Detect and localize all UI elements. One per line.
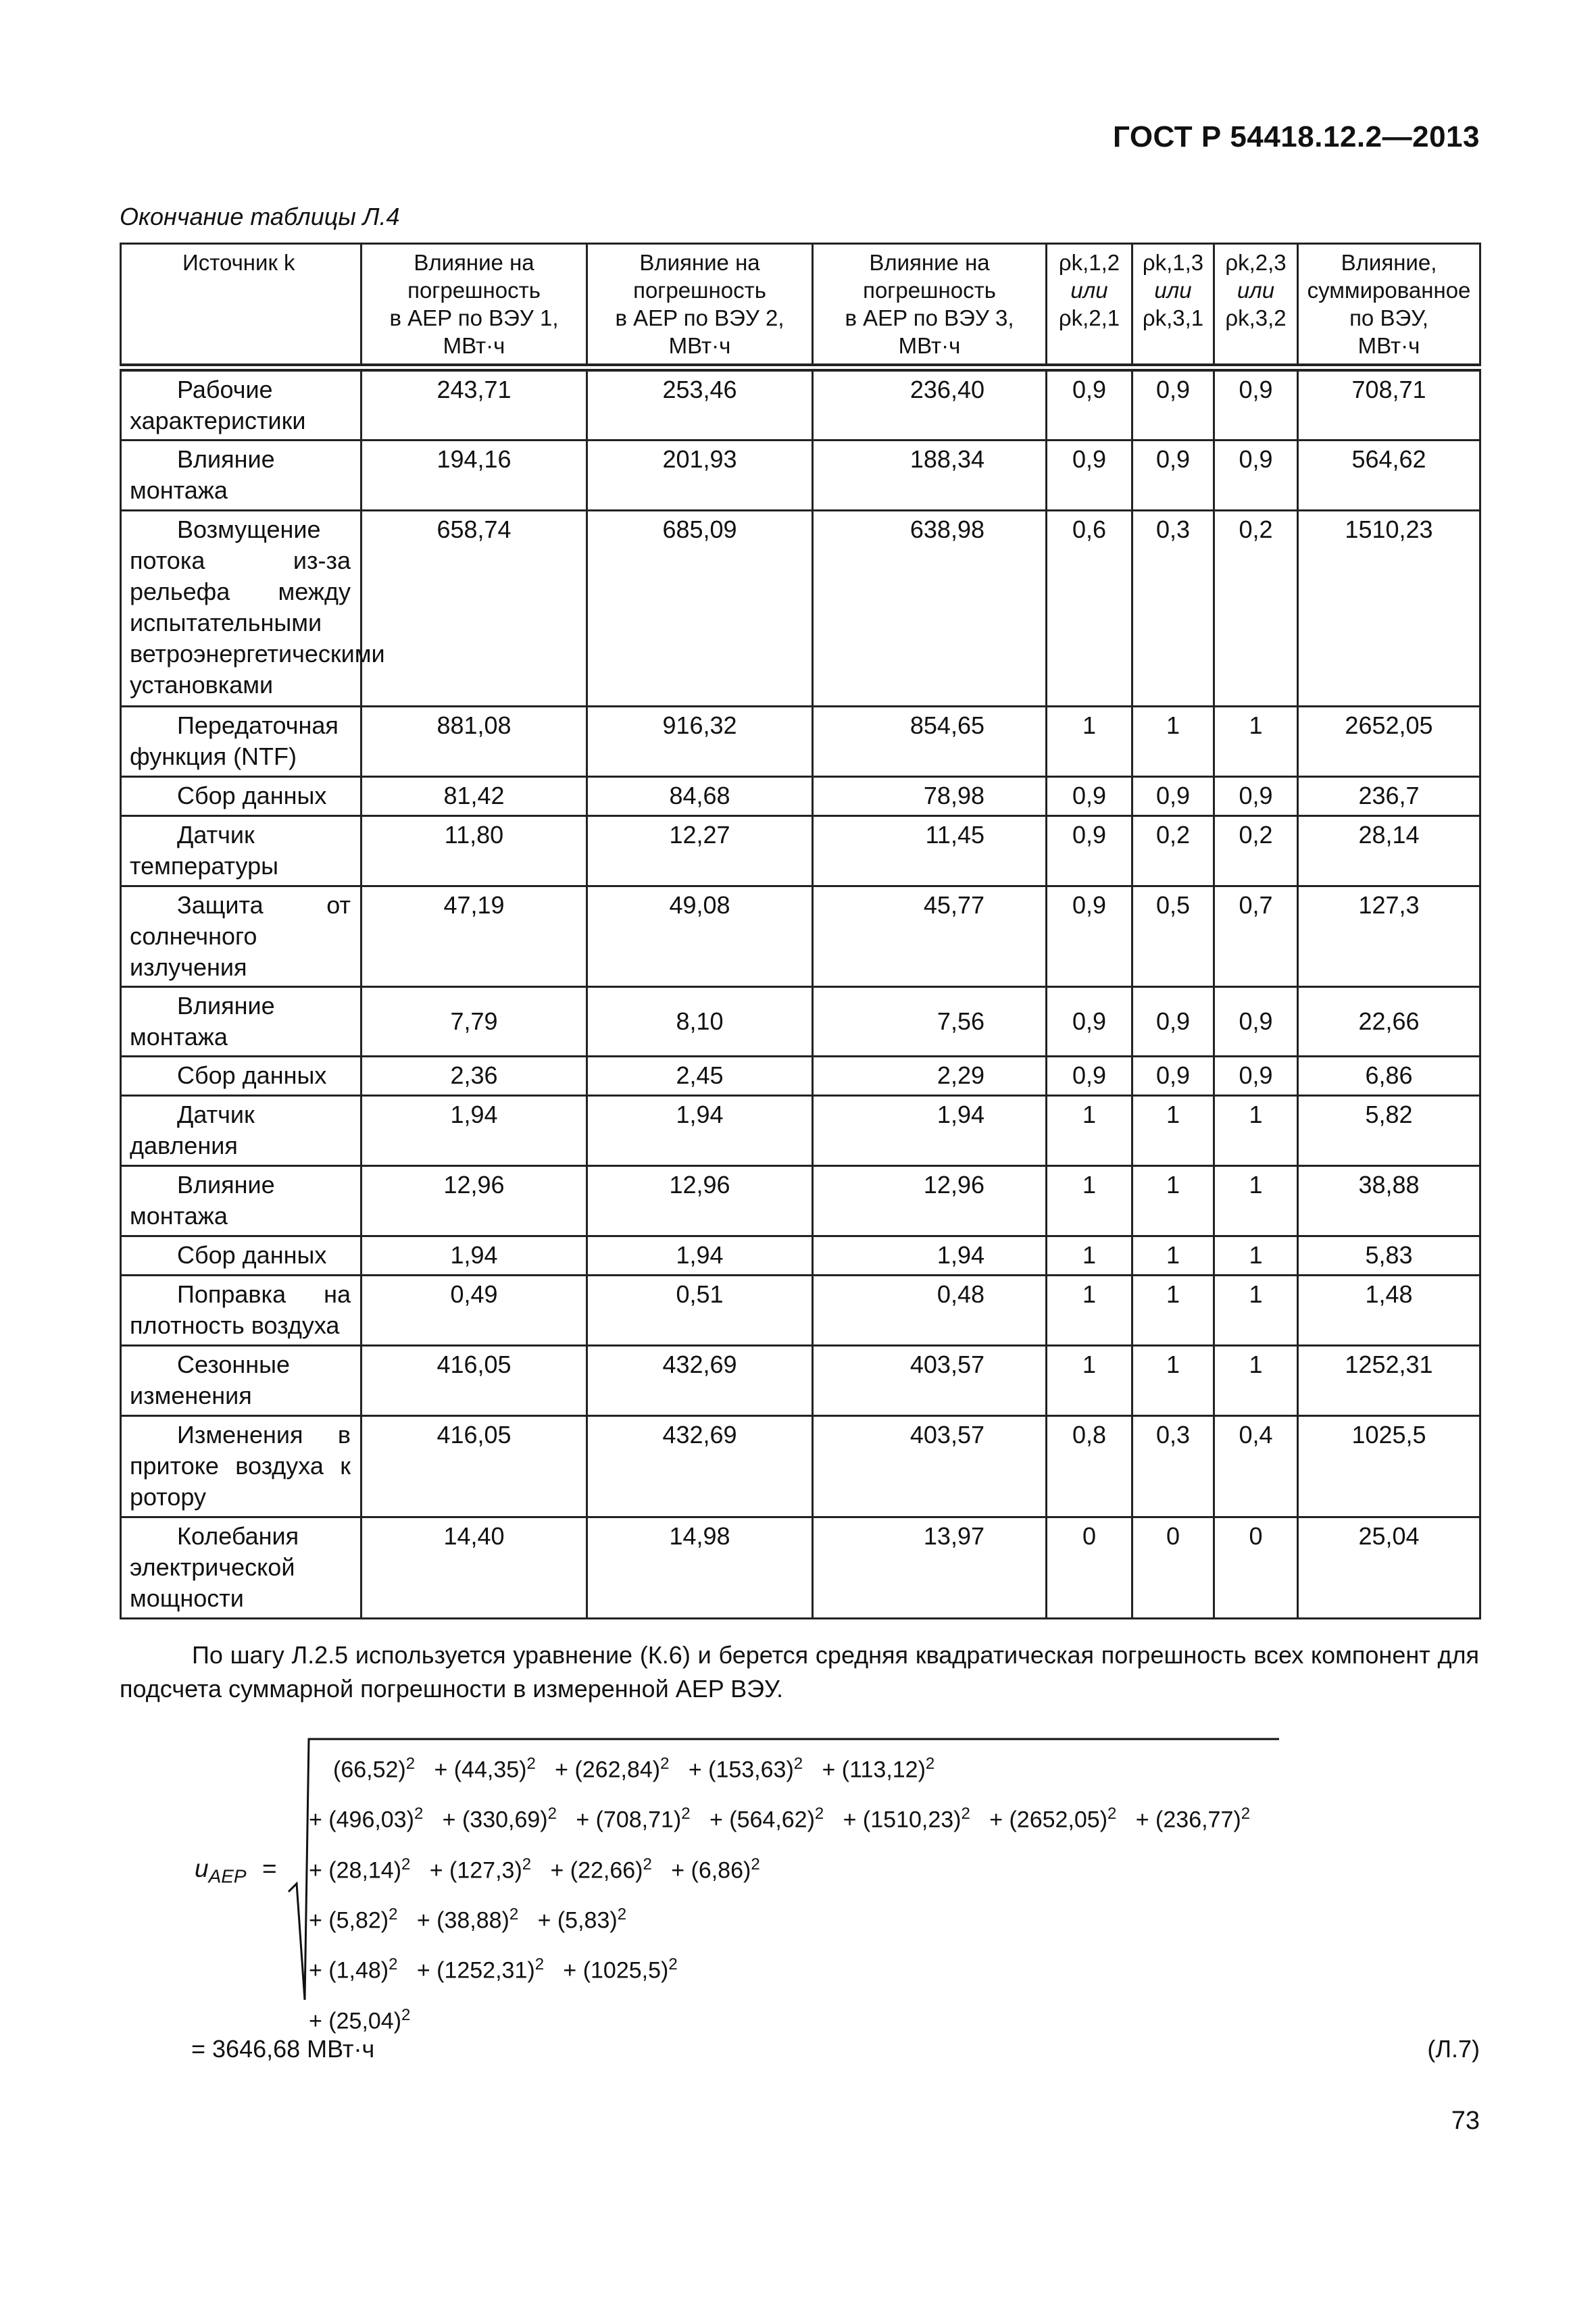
- cell-rho13: 0,2: [1132, 816, 1214, 886]
- table-row: [121, 987, 1480, 1057]
- formula-term: + (236,77): [1135, 1807, 1241, 1833]
- uncertainty-table: [120, 243, 1481, 1619]
- cell-rho23: 0,9: [1214, 987, 1298, 1057]
- cell-rho13: 1: [1132, 1236, 1214, 1276]
- cell-wtg2: 253,46: [587, 368, 813, 441]
- cell-rho12: 0,9: [1047, 987, 1132, 1057]
- cell-rho13: 1: [1132, 1346, 1214, 1416]
- cell-rho23: 0,9: [1214, 441, 1298, 511]
- cell-rho13: 0,3: [1132, 511, 1214, 707]
- cell-total: 6,86: [1298, 1057, 1480, 1096]
- table-row: [121, 1236, 1480, 1276]
- cell-total: 2652,05: [1298, 707, 1480, 777]
- exponent: 2: [617, 1905, 627, 1923]
- formula-line: [309, 1993, 1250, 2043]
- cell-rho13: 0,9: [1132, 1057, 1214, 1096]
- formula-term: + (330,69): [442, 1807, 548, 1833]
- cell-rho23: 1: [1214, 1166, 1298, 1236]
- header-source: Источник k: [121, 244, 361, 368]
- cell-source: [121, 1517, 361, 1619]
- cell-wtg1: 416,05: [361, 1416, 587, 1517]
- cell-wtg1: 7,79: [361, 987, 587, 1057]
- exponent: 2: [961, 1805, 970, 1823]
- exponent: 2: [643, 1855, 652, 1873]
- cell-rho23: 0,2: [1214, 511, 1298, 707]
- exponent: 2: [522, 1855, 532, 1873]
- cell-rho13: 1: [1132, 1166, 1214, 1236]
- cell-total: 5,83: [1298, 1236, 1480, 1276]
- cell-wtg2: 1,94: [587, 1096, 813, 1166]
- formula-term: + (153,63): [688, 1757, 794, 1783]
- formula-terms: [309, 1742, 1250, 2043]
- source-text: Колебания электрической мощности: [130, 1522, 299, 1612]
- cell-wtg1: 416,05: [361, 1346, 587, 1416]
- cell-wtg3: 12,96: [813, 1166, 1047, 1236]
- formula-term: + (262,84): [555, 1757, 661, 1783]
- cell-wtg1: 881,08: [361, 707, 587, 777]
- cell-wtg1: 81,42: [361, 777, 587, 816]
- source-text: Изменения в притоке воздуха к ротору: [130, 1421, 351, 1511]
- exponent: 2: [751, 1855, 760, 1873]
- source-text: Сбор данных: [177, 782, 327, 809]
- formula-term: + (1025,5): [563, 1957, 669, 1984]
- cell-wtg3: 45,77: [813, 886, 1047, 987]
- cell-rho12: 0,9: [1047, 441, 1132, 511]
- cell-rho12: 1: [1047, 1166, 1132, 1236]
- table-header-row: [121, 244, 1480, 368]
- cell-rho23: 1: [1214, 1236, 1298, 1276]
- cell-wtg2: 685,09: [587, 511, 813, 707]
- cell-wtg2: 432,69: [587, 1346, 813, 1416]
- header-wtg1: Влияние на погрешность в AEP по ВЭУ 1, МВт·ч: [361, 244, 587, 368]
- table-row: [121, 1057, 1480, 1096]
- cell-total: 708,71: [1298, 368, 1480, 441]
- table-row: [121, 1166, 1480, 1236]
- exponent: 2: [547, 1805, 557, 1823]
- cell-rho23: 0,7: [1214, 886, 1298, 987]
- source-text: Датчик давления: [130, 1101, 255, 1159]
- cell-rho23: 1: [1214, 1276, 1298, 1346]
- cell-source: [121, 777, 361, 816]
- formula-term: + (25,04): [309, 2007, 402, 2034]
- cell-wtg3: 188,34: [813, 441, 1047, 511]
- cell-wtg3: 638,98: [813, 511, 1047, 707]
- exponent: 2: [534, 1955, 545, 1974]
- cell-source: [121, 1416, 361, 1517]
- cell-wtg1: 2,36: [361, 1057, 587, 1096]
- cell-source: [121, 1096, 361, 1166]
- document-header: ГОСТ Р 54418.12.2—2013: [1112, 120, 1480, 153]
- formula-equals: =: [262, 1855, 277, 1882]
- table-row: [121, 368, 1480, 441]
- cell-source: [121, 511, 385, 707]
- table-row: [121, 1346, 1480, 1416]
- formula-term: + (28,14): [309, 1857, 402, 1883]
- cell-wtg2: 2,45: [587, 1057, 813, 1096]
- cell-source: [121, 1236, 361, 1276]
- cell-rho13: 0,9: [1132, 441, 1214, 511]
- header-rho13: ρk,1,3 или ρk,3,1: [1132, 244, 1214, 368]
- cell-rho23: 1: [1214, 707, 1298, 777]
- header-rho12: ρk,1,2 или ρk,2,1: [1047, 244, 1132, 368]
- table-row: [121, 511, 1480, 707]
- exponent: 2: [1241, 1805, 1251, 1823]
- table-row: [121, 707, 1480, 777]
- cell-source: [121, 1346, 361, 1416]
- cell-wtg1: 1,94: [361, 1096, 587, 1166]
- formula-term: + (38,88): [416, 1907, 509, 1934]
- table-row: [121, 441, 1480, 511]
- cell-total: 5,82: [1298, 1096, 1480, 1166]
- cell-source: [121, 886, 361, 987]
- cell-wtg2: 916,32: [587, 707, 813, 777]
- cell-wtg1: 11,80: [361, 816, 587, 886]
- cell-rho23: 1: [1214, 1346, 1298, 1416]
- cell-wtg1: 243,71: [361, 368, 587, 441]
- formula-term: + (5,83): [537, 1907, 618, 1934]
- table-caption: Окончание таблицы Л.4: [120, 203, 400, 230]
- cell-wtg3: 13,97: [813, 1517, 1047, 1619]
- exponent: 2: [925, 1755, 935, 1773]
- cell-source: [121, 1057, 361, 1096]
- cell-total: 1252,31: [1298, 1346, 1480, 1416]
- cell-wtg2: 0,51: [587, 1276, 813, 1346]
- exponent: 2: [660, 1755, 670, 1773]
- formula-result: = 3646,68 МВт·ч: [191, 2035, 375, 2063]
- source-text: Рабочие характеристики: [130, 376, 306, 434]
- cell-wtg3: 403,57: [813, 1416, 1047, 1517]
- cell-wtg1: 14,40: [361, 1517, 587, 1619]
- source-text: Влияние монтажа: [130, 1171, 275, 1230]
- exponent: 2: [401, 1855, 411, 1873]
- cell-rho12: 1: [1047, 1276, 1132, 1346]
- formula-term: + (2652,05): [989, 1807, 1108, 1833]
- exponent: 2: [389, 1955, 398, 1974]
- source-text: Влияние монтажа: [130, 992, 275, 1051]
- cell-rho13: 1: [1132, 1096, 1214, 1166]
- source-text: Сбор данных: [177, 1061, 327, 1089]
- cell-wtg1: 658,74: [361, 511, 587, 707]
- cell-rho13: 1: [1132, 707, 1214, 777]
- formula-line: [309, 1942, 1250, 1992]
- cell-wtg3: 0,48: [813, 1276, 1047, 1346]
- cell-wtg3: 1,94: [813, 1236, 1047, 1276]
- cell-rho13: 0: [1132, 1517, 1214, 1619]
- cell-rho23: 0,9: [1214, 1057, 1298, 1096]
- formula-term: + (1,48): [309, 1957, 389, 1984]
- table-row: [121, 816, 1480, 886]
- formula-term: + (5,82): [309, 1907, 389, 1934]
- cell-wtg3: 236,40: [813, 368, 1047, 441]
- cell-rho23: 1: [1214, 1096, 1298, 1166]
- formula-line: [309, 1792, 1250, 1842]
- cell-source: [121, 1166, 361, 1236]
- cell-rho12: 0,9: [1047, 816, 1132, 886]
- source-text: Сезонные изменения: [130, 1351, 291, 1409]
- equation-number: (Л.7): [1427, 2035, 1480, 2063]
- cell-rho12: 0,9: [1047, 368, 1132, 441]
- formula-line: [309, 1842, 1250, 1892]
- cell-rho23: 0,9: [1214, 368, 1298, 441]
- cell-rho12: 0,6: [1047, 511, 1132, 707]
- formula-term: + (6,86): [671, 1857, 751, 1883]
- formula-term: + (708,71): [576, 1807, 682, 1833]
- formula-line: [309, 1742, 1250, 1792]
- formula-term: + (1510,23): [843, 1807, 962, 1833]
- cell-wtg3: 854,65: [813, 707, 1047, 777]
- source-text: Сбор данных: [177, 1241, 327, 1269]
- cell-wtg3: 78,98: [813, 777, 1047, 816]
- cell-wtg1: 47,19: [361, 886, 587, 987]
- cell-wtg3: 2,29: [813, 1057, 1047, 1096]
- source-text: Передаточная функция (NTF): [130, 711, 339, 770]
- cell-total: 564,62: [1298, 441, 1480, 511]
- formula-term: + (1252,31): [416, 1957, 535, 1984]
- cell-wtg1: 12,96: [361, 1166, 587, 1236]
- exponent: 2: [401, 2005, 411, 2024]
- cell-total: 236,7: [1298, 777, 1480, 816]
- cell-rho13: 0,3: [1132, 1416, 1214, 1517]
- cell-wtg2: 432,69: [587, 1416, 813, 1517]
- cell-wtg2: 14,98: [587, 1517, 813, 1619]
- formula-term: + (127,3): [429, 1857, 522, 1883]
- cell-wtg2: 12,96: [587, 1166, 813, 1236]
- cell-rho23: 0,9: [1214, 777, 1298, 816]
- cell-source: [121, 707, 361, 777]
- exponent: 2: [668, 1955, 678, 1974]
- cell-total: 28,14: [1298, 816, 1480, 886]
- table-row: [121, 886, 1480, 987]
- exponent: 2: [389, 1905, 398, 1923]
- cell-wtg1: 194,16: [361, 441, 587, 511]
- cell-rho12: 0,8: [1047, 1416, 1132, 1517]
- cell-wtg2: 201,93: [587, 441, 813, 511]
- source-text: Защита от солнечного излучения: [130, 891, 351, 981]
- cell-total: 38,88: [1298, 1166, 1480, 1236]
- exponent: 2: [509, 1905, 519, 1923]
- cell-wtg3: 11,45: [813, 816, 1047, 886]
- exponent: 2: [405, 1755, 416, 1773]
- cell-wtg3: 403,57: [813, 1346, 1047, 1416]
- body-paragraph: По шагу Л.2.5 используется уравнение (К.6) и берется средняя квадратическая погрешность всех компонент для подсчета суммарной погрешности в измеренной AEP ВЭУ.: [120, 1641, 1479, 1703]
- cell-rho13: 1: [1132, 1276, 1214, 1346]
- cell-source: [121, 987, 361, 1057]
- exponent: 2: [814, 1805, 824, 1823]
- header-wtg3: Влияние на погрешность в AEP по ВЭУ 3, МВт·ч: [813, 244, 1047, 368]
- cell-rho12: 1: [1047, 707, 1132, 777]
- cell-rho13: 0,9: [1132, 368, 1214, 441]
- cell-rho12: 1: [1047, 1236, 1132, 1276]
- page-number: 73: [1451, 2107, 1480, 2135]
- exponent: 2: [414, 1805, 424, 1823]
- cell-wtg3: 7,56: [813, 987, 1047, 1057]
- cell-wtg2: 1,94: [587, 1236, 813, 1276]
- table-row: [121, 1276, 1480, 1346]
- cell-total: 22,66: [1298, 987, 1480, 1057]
- source-text: Влияние монтажа: [130, 445, 275, 504]
- cell-rho23: 0,2: [1214, 816, 1298, 886]
- table-row: [121, 1096, 1480, 1166]
- exponent: 2: [681, 1805, 691, 1823]
- cell-wtg1: 0,49: [361, 1276, 587, 1346]
- cell-wtg1: 1,94: [361, 1236, 587, 1276]
- cell-source: [121, 368, 361, 441]
- cell-rho12: 1: [1047, 1096, 1132, 1166]
- formula-line: [309, 1892, 1250, 1942]
- cell-rho12: 0: [1047, 1517, 1132, 1619]
- header-wtg2: Влияние на погрешность в AEP по ВЭУ 2, МВт·ч: [587, 244, 813, 368]
- exponent: 2: [1107, 1805, 1117, 1823]
- cell-rho13: 0,5: [1132, 886, 1214, 987]
- exponent: 2: [526, 1755, 536, 1773]
- cell-rho23: 0: [1214, 1517, 1298, 1619]
- cell-source: [121, 1276, 361, 1346]
- cell-wtg3: 1,94: [813, 1096, 1047, 1166]
- formula-term: + (113,12): [822, 1757, 926, 1783]
- table-row: [121, 777, 1480, 816]
- cell-rho23: 0,4: [1214, 1416, 1298, 1517]
- formula-term: (66,52): [333, 1757, 406, 1783]
- table-row: [121, 1517, 1480, 1619]
- cell-wtg2: 12,27: [587, 816, 813, 886]
- exponent: 2: [793, 1755, 803, 1773]
- cell-total: 1025,5: [1298, 1416, 1480, 1517]
- source-text: Поправка на плотность воздуха: [130, 1280, 351, 1339]
- cell-total: 25,04: [1298, 1517, 1480, 1619]
- formula-term: + (22,66): [550, 1857, 643, 1883]
- cell-total: 1,48: [1298, 1276, 1480, 1346]
- formula-term: + (44,35): [434, 1757, 527, 1783]
- formula-term: + (564,62): [709, 1807, 815, 1833]
- source-text: Датчик температуры: [130, 821, 279, 880]
- formula-term: + (496,03): [309, 1807, 414, 1833]
- cell-rho12: 0,9: [1047, 886, 1132, 987]
- cell-wtg2: 49,08: [587, 886, 813, 987]
- cell-wtg2: 8,10: [587, 987, 813, 1057]
- cell-rho13: 0,9: [1132, 777, 1214, 816]
- header-total: Влияние, суммированное по ВЭУ, МВт·ч: [1298, 244, 1480, 368]
- table-row: [121, 1416, 1480, 1517]
- formula-variable: $u_{AEP}$: [195, 1855, 247, 1887]
- cell-rho12: 0,9: [1047, 1057, 1132, 1096]
- cell-rho12: 1: [1047, 1346, 1132, 1416]
- cell-rho12: 0,9: [1047, 777, 1132, 816]
- cell-rho13: 0,9: [1132, 987, 1214, 1057]
- source-text: Возмущение потока из-за рельефа между испытательными ветроэнергетическими установками: [130, 515, 385, 699]
- cell-source: [121, 441, 361, 511]
- header-rho23: ρk,2,3 или ρk,3,2: [1214, 244, 1298, 368]
- cell-source: [121, 816, 361, 886]
- cell-total: 127,3: [1298, 886, 1480, 987]
- cell-wtg2: 84,68: [587, 777, 813, 816]
- cell-total: 1510,23: [1298, 511, 1480, 707]
